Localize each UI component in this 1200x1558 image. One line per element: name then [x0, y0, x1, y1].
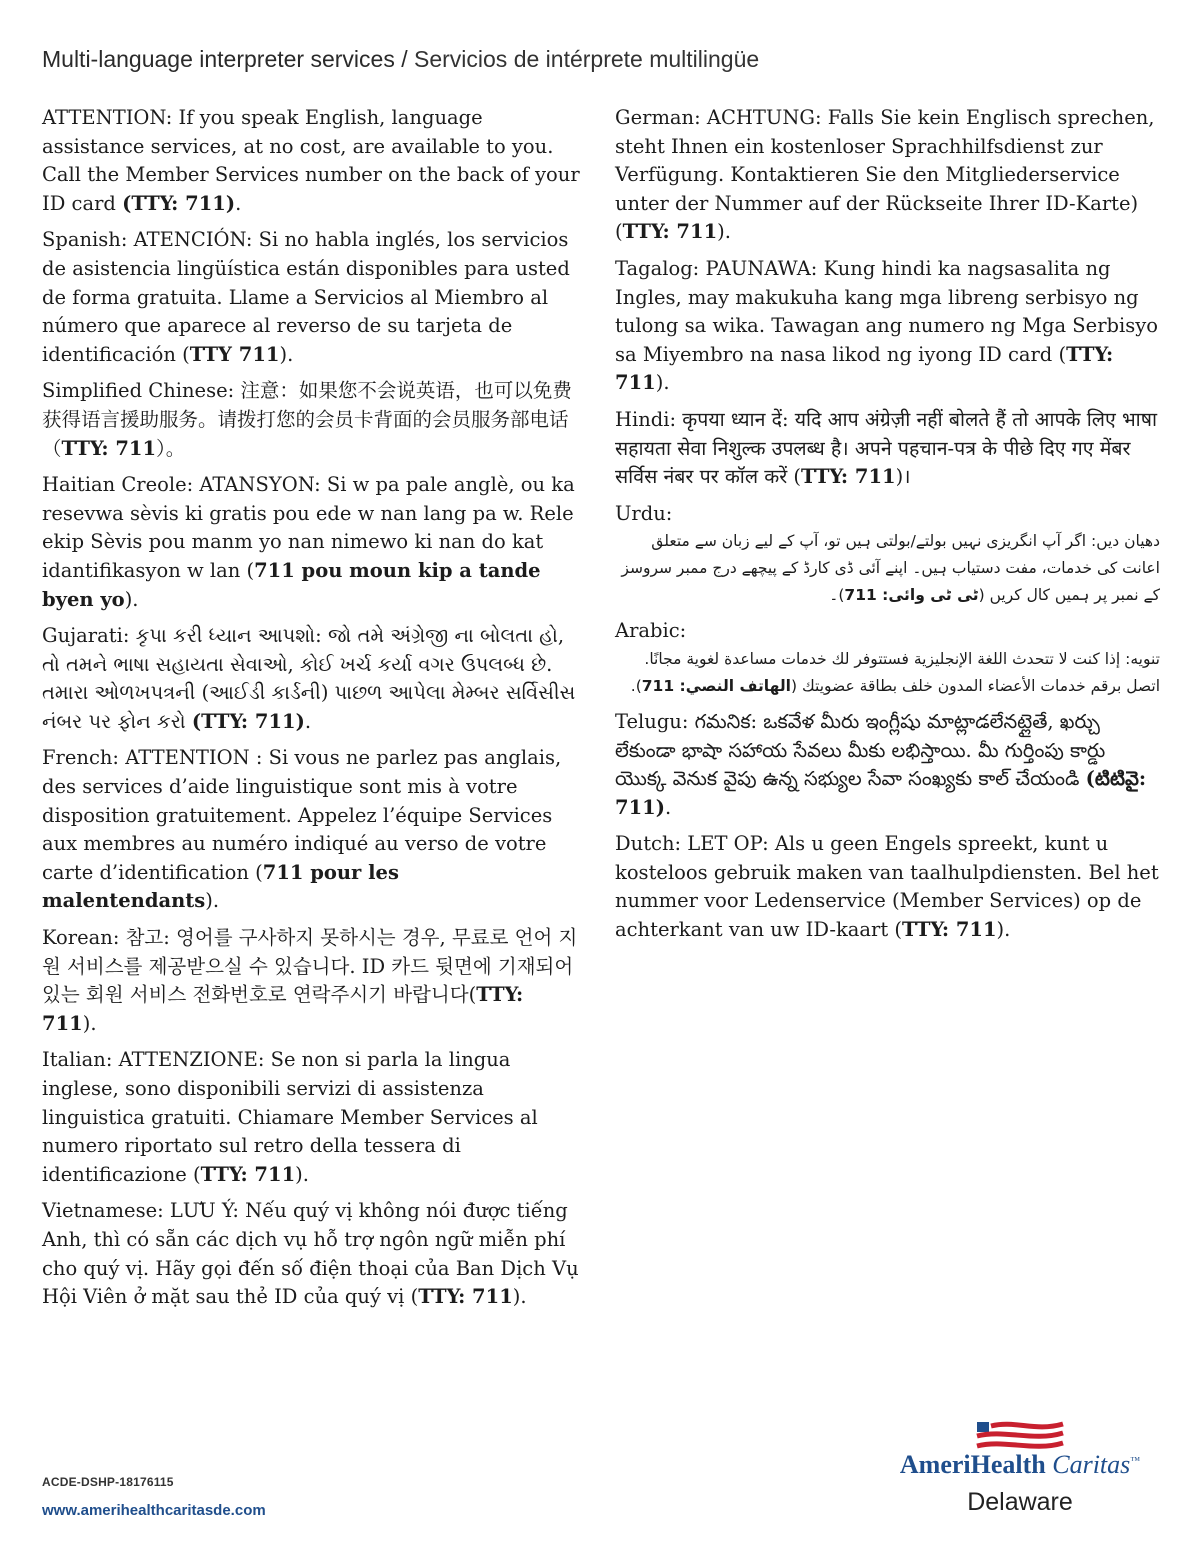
- page-title: [42, 46, 759, 73]
- notice-german: German: ACHTUNG: Falls Sie kein Englisch sprechen, steht Ihnen ein kostenloser Sprachhilfsdienst zur Verfügung. Kontaktieren Sie den Mitgliederservice unter der Nummer auf der Rückseite Ihrer ID-Karte) (TTY: 711).: [615, 106, 1155, 244]
- document-code: ACDE-DSHP-18176115: [42, 1475, 174, 1489]
- notice-dutch: Dutch: LET OP: Als u geen Engels spreekt, kunt u kosteloos gebruik maken van taalhulpdiensten. Bel het nummer voor Ledenservice (Member Services) op de achterkant van uw ID-kaart (TTY: 711).: [615, 832, 1159, 942]
- amerihealth-caritas-logo: [880, 1420, 1160, 1530]
- page-title-english: Multi-language interpreter services: [42, 46, 395, 72]
- flag-stripe-1: [991, 1424, 1063, 1427]
- right-column: [615, 104, 1160, 953]
- notice-english: ATTENTION: If you speak English, language assistance services, at no cost, are available to you. Call the Member Services number on the back of your ID card (TTY: 711).: [42, 106, 580, 215]
- logo-wordmark: [880, 1450, 1160, 1480]
- notice-arabic: [615, 617, 1160, 700]
- flag-stripe-2: [977, 1433, 1063, 1436]
- urdu-text: دھیان دیں: اگر آپ انگریزی نہیں بولتے/بولتی ہیں تو، آپ کے لیے زبان سے متعلق اعانت کی خدمات، مفت دستیاب ہیں۔ اپنے آئی ڈی کارڈ کے پیچھے درج ممبر سروسز کے نمبر پر ہمیں کال کریں (ٹی ٹی وائی: 711)۔: [621, 532, 1160, 605]
- title-separator: /: [401, 46, 408, 72]
- logo-brand-amerihealth: AmeriHealth: [899, 1450, 1046, 1479]
- notice-gujarati: Gujarati: કૃપા કરી ધ્યાન આપશો: જો તમે અંગ્રેજી ના બોલતા હો, તો તમને ભાષા સહાયતા સેવાઓ, કોઈ ખર્ચ કર્યા વગર ઉપલબ્ધ છે. તમારા ઓળખપત્રની (આઈડી કાર્ડની) પાછળ આપેલા મેમ્બર સર્વિસીસ નંબર પર ફોન કરો (TTY: 711).: [42, 624, 576, 733]
- page-title-spanish: Servicios de intérprete multilingüe: [414, 46, 760, 72]
- notice-spanish: Spanish: ATENCIÓN: Si no habla inglés, los servicios de asistencia lingüística están disponibles para usted de forma gratuita. Llame a Servicios al Miembro al número que aparece al reverso de su tarjeta de identificación (TTY 711).: [42, 228, 570, 366]
- logo-trademark: ™: [1130, 1455, 1141, 1467]
- notice-hindi: Hindi: कृपया ध्यान दें: यदि आप अंग्रेज़ी नहीं बोलते हैं तो आपके लिए भाषा सहायता सेवा निशुल्क उपलब्ध है। अपने पहचान-पत्र के पीछे दिए गए मेंबर सर्विस नंबर पर कॉल करें (TTY: 711)।: [615, 407, 1158, 489]
- arabic-text: تنويه: إذا كنت لا تتحدث اللغة الإنجليزية فستتوفر لك خدمات مساعدة لغوية مجانًا. اتصل برقم خدمات الأعضاء المدون خلف بطاقة عضويتك (الهاتف النصي: 711).: [630, 649, 1160, 695]
- notice-chinese: Simplified Chinese: 注意：如果您不会说英语，也可以免费获得语言援助服务。请拨打您的会员卡背面的会员服务部电话（TTY: 711）。: [42, 379, 572, 460]
- notice-haitian-creole: Haitian Creole: ATANSYON: Si w pa pale anglè, ou ka resevwa sèvis ki gratis pou ede w nan lang pa w. Rele ekip Sèvis pou manm yo nan nimewo ki nan do kat idantifikasyon w lan (711 pou moun kip a tande byen yo).: [42, 473, 575, 611]
- logo-brand-caritas: Caritas: [1052, 1450, 1131, 1479]
- notice-korean: Korean: 참고: 영어를 구사하지 못하시는 경우, 무료로 언어 지원 서비스를 제공받으실 수 있습니다. ID 카드 뒷면에 기재되어 있는 회원 서비스 전화번호로 연락주시기 바랍니다(TTY: 711).: [42, 926, 578, 1035]
- flag-stripe-3: [977, 1443, 1063, 1446]
- notice-urdu: [615, 500, 1160, 610]
- website-link[interactable]: www.amerihealthcaritasde.com: [42, 1502, 266, 1519]
- notice-vietnamese: Vietnamese: LƯU Ý: Nếu quý vị không nói được tiếng Anh, thì có sẵn các dịch vụ hỗ trợ ngôn ngữ miễn phí cho quý vị. Hãy gọi đến số điện thoại của Ban Dịch Vụ Hội Viên ở mặt sau thẻ ID của quý vị (TTY: 711).: [42, 1199, 579, 1309]
- notice-tagalog: Tagalog: PAUNAWA: Kung hindi ka nagsasalita ng Ingles, may makukuha kang mga libreng serbisyo ng tulong sa wika. Tawagan ang numero ng Mga Serbisyo sa Miyembro na nasa likod ng iyong ID card (TTY: 711).: [615, 256, 1159, 395]
- notice-italian: Italian: ATTENZIONE: Se non si parla la lingua inglese, sono disponibili servizi di assistenza linguistica gratuiti. Chiamare Member Services al numero riportato sul retro della tessera di identificazione (TTY: 711).: [42, 1048, 538, 1186]
- arabic-label: Arabic:: [615, 619, 687, 643]
- urdu-label: Urdu:: [615, 501, 673, 525]
- notice-telugu: Telugu: గమనిక: ఒకవేళ మీరు ఇంగ్లీషు మాట్లాడలేనట్లైతే, ఖర్చు లేకుండా భాషా సహాయ సేవలు మీకు లభిస్తాయి. మీ గుర్తింపు కార్డు యొక్క వెనుక వైపు ఉన్న సభ్యుల సేవా సంఖ్యకు కాల్ చేయండి (టిటివై: 711).: [615, 709, 1147, 819]
- flag-canton: [977, 1422, 989, 1432]
- logo-subtitle: Delaware: [967, 1488, 1073, 1516]
- notice-french: French: ATTENTION : Si vous ne parlez pas anglais, des services d’aide linguistique sont mis à votre disposition gratuitement. Appelez l’équipe Services aux membres au numéro indiqué au verso de votre carte d’identification (711 pour les malentendants).: [42, 746, 562, 913]
- left-column: [42, 104, 582, 1320]
